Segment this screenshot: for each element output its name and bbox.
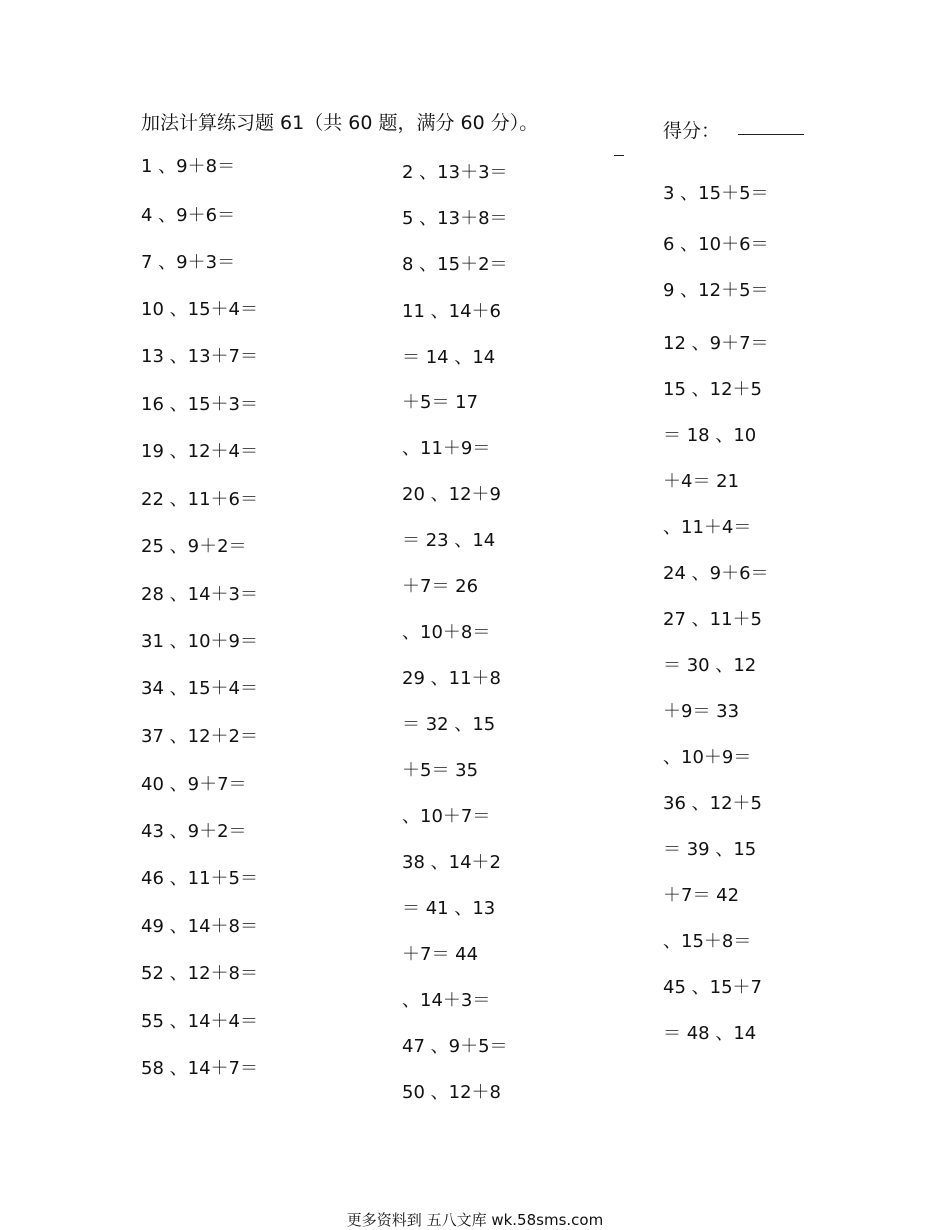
problem-line: ＝ 48 、14 — [663, 1023, 757, 1044]
worksheet-title: 加法计算练习题 61（共 60 题，满分 60 分）。 — [141, 112, 539, 134]
stray-dash — [614, 155, 624, 156]
problem-line: 13 、13＋7＝ — [141, 346, 258, 367]
problem-line: 50 、12＋8 — [402, 1082, 501, 1103]
problem-line: 12 、9＋7＝ — [663, 333, 769, 354]
problem-line: 20 、12＋9 — [402, 484, 501, 505]
problem-line: 、10＋8＝ — [402, 622, 491, 643]
problem-line: 45 、15＋7 — [663, 977, 762, 998]
problem-line: 38 、14＋2 — [402, 852, 501, 873]
problem-line: 40 、9＋7＝ — [141, 774, 247, 795]
problem-line: ＝ 30 、12 — [663, 655, 757, 676]
problem-line: 25 、9＋2＝ — [141, 536, 247, 557]
problem-line: 、10＋9＝ — [663, 747, 752, 768]
problem-line: 36 、12＋5 — [663, 793, 762, 814]
problem-line: 4 、9＋6＝ — [141, 205, 236, 226]
problem-line: 11 、14＋6 — [402, 301, 501, 322]
problem-line: 22 、11＋6＝ — [141, 489, 258, 510]
problem-line: 27 、11＋5 — [663, 609, 762, 630]
problem-line: ＝ 32 、15 — [402, 714, 496, 735]
problem-line: 46 、11＋5＝ — [141, 868, 258, 889]
problem-line: 19 、12＋4＝ — [141, 441, 258, 462]
problem-line: ＝ 18 、10 — [663, 425, 757, 446]
problem-line: 、15＋8＝ — [663, 931, 752, 952]
problem-line: 、10＋7＝ — [402, 806, 491, 827]
score-label: 得分： — [663, 120, 721, 142]
problem-line: 10 、15＋4＝ — [141, 299, 258, 320]
problem-line: 、11＋9＝ — [402, 438, 491, 459]
problem-line: 、11＋4＝ — [663, 517, 752, 538]
problem-line: ＋9＝ 33 — [663, 701, 740, 722]
problem-line: ＋7＝ 26 — [402, 576, 479, 597]
problem-line: ＝ 14 、14 — [402, 347, 496, 368]
problem-line: ＋5＝ 35 — [402, 760, 479, 781]
problem-line: 1 、9＋8＝ — [141, 156, 236, 177]
problem-line: 24 、9＋6＝ — [663, 563, 769, 584]
problem-line: ＝ 23 、14 — [402, 530, 496, 551]
problem-line: 28 、14＋3＝ — [141, 584, 258, 605]
problem-line: 31 、10＋9＝ — [141, 631, 258, 652]
problem-line: ＝ 41 、13 — [402, 898, 496, 919]
problem-line: 、14＋3＝ — [402, 990, 491, 1011]
problem-line: 15 、12＋5 — [663, 379, 762, 400]
problem-line: 29 、11＋8 — [402, 668, 501, 689]
score-blank-line — [738, 134, 804, 135]
problem-line: 3 、15＋5＝ — [663, 183, 769, 204]
problem-line: 8 、15＋2＝ — [402, 254, 508, 275]
problem-line: ＋7＝ 42 — [663, 885, 740, 906]
problem-line: 5 、13＋8＝ — [402, 208, 508, 229]
footer-text: 更多资料到 五八文库 wk.58sms.com — [346, 1211, 604, 1229]
problem-line: ＋7＝ 44 — [402, 944, 479, 965]
problem-line: 7 、9＋3＝ — [141, 252, 236, 273]
problem-line: 49 、14＋8＝ — [141, 916, 258, 937]
problem-line: 55 、14＋4＝ — [141, 1011, 258, 1032]
problem-line: 2 、13＋3＝ — [402, 162, 508, 183]
problem-line: 16 、15＋3＝ — [141, 394, 258, 415]
problem-line: ＋4＝ 21 — [663, 471, 740, 492]
problem-line: 47 、9＋5＝ — [402, 1036, 508, 1057]
problem-line: ＝ 39 、15 — [663, 839, 757, 860]
problem-line: 58 、14＋7＝ — [141, 1058, 258, 1079]
problem-line: 9 、12＋5＝ — [663, 280, 769, 301]
problem-line: 43 、9＋2＝ — [141, 821, 247, 842]
problem-line: 52 、12＋8＝ — [141, 963, 258, 984]
problem-line: 6 、10＋6＝ — [663, 234, 769, 255]
problem-line: 34 、15＋4＝ — [141, 678, 258, 699]
problem-line: ＋5＝ 17 — [402, 392, 479, 413]
problem-line: 37 、12＋2＝ — [141, 726, 258, 747]
